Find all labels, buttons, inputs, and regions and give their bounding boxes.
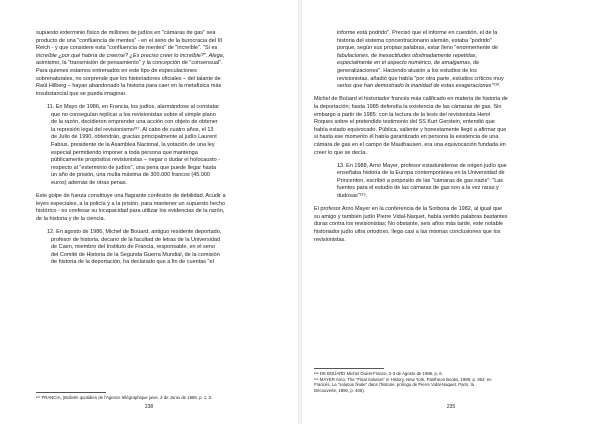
text-line: Para quienes estamos entrenados en este tipo de especulaciones [36,67,197,74]
text-line: creer lo que se decía. [314,149,367,156]
text-line: si hasta ese momento él había garantizado en persona la existencia de una [314,134,499,141]
text-line: histórico - es confesar su incapacidad para utilizar los evidencias de la razón, [36,208,225,215]
text-line: producto de una "confluencia de mentes" - en el seno de la burocracia del III [36,37,223,44]
text-line: la represión legal del revisionismo²¹⁷. Al cabo de cuatro años, el 13 [51,126,214,133]
text-line: increíble ¿por qué habría de creerse? ¿Es preciso creer lo increíble?". Alega, [36,52,225,59]
footnote-line: ²¹⁸ DE BOÜARD Michel Ouest-France, 2-3 de Agosto de 1986, p. 6. [314,371,443,376]
right-footnotes [314,371,492,393]
text-line: euros) además de otras penas. [51,179,128,186]
text-line: Fabius, presidente de la Asamblea Nacional, la votación de una ley [51,141,215,148]
text-line: 13. En 1988, Arno Mayer, profesor estadunidense de origen judío que [337,162,507,169]
text-line: 12. En agosto de 1986, Michel de Boüard, antiguo residente deportado, [47,229,222,236]
text-line: sobrenaturales, no sorprende que los historiadores oficiales – del talante de [36,75,221,82]
text-line: especialmente en el aspecto numérico, de amalgamas, de [337,60,480,67]
text-line: Roques sobre el pretendido testimonio del SS Kurt Gerstein, entendió que [314,119,495,126]
footnote-line: Francés, La "solution finale" dans l'histoire, prólogo de Pierre Vidal-Naquet, París, la [314,382,474,388]
text-line: fuentes para el estudio de las cámaras de gas son a la vez raras y [337,185,499,192]
text-line: generalizaciones". Haciendo alusión a los estudios de los [337,67,477,74]
text-line: historiador judío ultra ortodoxo, llega casi a las mismas conclusiones que los [314,229,501,236]
text-line: enseñaba historia de la Europa contemporánea en la Universidad de [337,170,505,177]
text-line: insubstancial que se pueda imaginar. [36,90,127,97]
left-page-body [36,30,276,267]
text-line: leyes especiales, a la policía y a la prisión, para mantener un supuesto hecho [36,200,225,207]
text-line: de la historia y de la ciencia. [36,215,106,222]
text-line: historia del sistema concentracionario alemán, estaba "podrido" [337,37,492,44]
footnote-line: ²¹⁹ MAYER Arno, The "Final Solution" in History, New York, Pantheon Books, 1988, p. 362; en [314,376,492,382]
right-page [302,0,600,424]
text-line: Este golpe de fuerza constituye una flagrante confesión de debilidad. Acudir a [36,193,226,200]
left-page [0,0,298,424]
text-line: revisionistas. [314,236,346,243]
text-line: especial permitiendo imponer a toda persona que mantenga [51,149,198,156]
text-line: había estado equivocado. Pública, valiente y honestamente llegó a afirmar que [314,126,507,133]
text-line: Michel de Boüard el historiador francés más calificado en materia de historia de [314,96,508,103]
text-line: de Julio de 1990, obtendrán, gracias principalmente al judío Laurent [51,134,217,141]
text-line: de la razón, decidieron emprender una acción con objeto de obtener [51,119,218,126]
text-line: duras contra los revisionistas; No obstante, seis años más tarde, este notable [314,221,503,228]
text-line: embargo a partir de 1985: con la lectura de la tesis del revisionista Henri [314,111,491,118]
text-line: profesor de historia, decano de la facultad de letras de la Universidad [51,236,221,243]
text-line: respecto al "exterminio de judíos", una pena que puede llegar hasta [51,164,217,171]
text-line: de historia de la deportación, ha declarado que a fin de cuentas "el [51,259,214,266]
text-line: de Caen, miembro del Instituto de Francia, responsable, en el seno [51,244,215,251]
text-line: cámara de gas en el campo de Mauthausen, era una equivocación fundada en [314,141,506,148]
text-line: la deportación; hasta 1985 defendía la existencia de las cámaras de gas. Sin [314,103,502,110]
text-line: serios que han demostrado la inanidad de estas exageraciones"²¹⁸. [337,83,501,90]
right-page-number: 235 [446,404,456,410]
text-line: supuesto exterminio físico de millones de judíos en "cámaras de gas" sea [36,30,216,36]
text-line: que no conseguían replicar a los revisionistas sobre el simple plano [51,111,216,118]
left-footnote: ²¹⁷ FRANCIA, (Bulletin quotidien de l'Agence télégraphique juive, 2 de Junio de 1986, p. 1, 3. [36,395,213,400]
left-footnote-rule [36,392,106,393]
text-line: asimismo, la "transmisión de pensamiento" y la concepción de "consensual". [36,60,223,67]
left-page-number: 238 [144,404,154,410]
right-footnote-rule [314,368,384,369]
text-line: El profesor Arno Mayer en la conferencia de la Sorbona de 1982, al igual que [314,206,503,213]
text-line: su amigo y también judío Pierre Vidal-Naquet, había vertido palabras bastantes [314,213,508,220]
text-line: fabulaciones, de inexactitudes obstinadamente repetidas, [337,52,478,59]
text-line: informe está podrido". Precisó que el informe en cuestión, el de la [337,30,498,36]
text-line: públicamente propósitos revisionistas – negar o dudar el holocausto - [51,157,221,164]
footnote-line: Découverte, 1990, p. 406). [314,387,365,393]
text-line: un año de prisión, una multa máxima de 300.000 francos (45.000 [51,172,210,179]
text-line: dudosas"²¹⁹. [337,193,368,200]
text-line: 11. En Mayo de 1986, en Francia, los judíos, alarmándose al constatar [47,103,220,110]
right-page-body [314,30,562,244]
text-line: revisionistas, añadió que había "por otra parte, estudios críticos muy [337,75,504,82]
text-line: porque, según sus propias palabras, estar lleno "enormemente de [337,45,498,52]
text-line: Reich - y que considere esta "confluencia de mentes" de "increíble". "Si es [36,45,218,52]
text-line: Raúl Hilberg – hayan abandonado la historia para caer en la metafísica más [36,83,222,90]
text-line: Princenton, escribió a propósito de las "cámaras de gas nazis": "Las [337,177,504,184]
text-line: del Comité de Historia de la Segunda Guerra Mundial, de la comisión [51,251,220,258]
